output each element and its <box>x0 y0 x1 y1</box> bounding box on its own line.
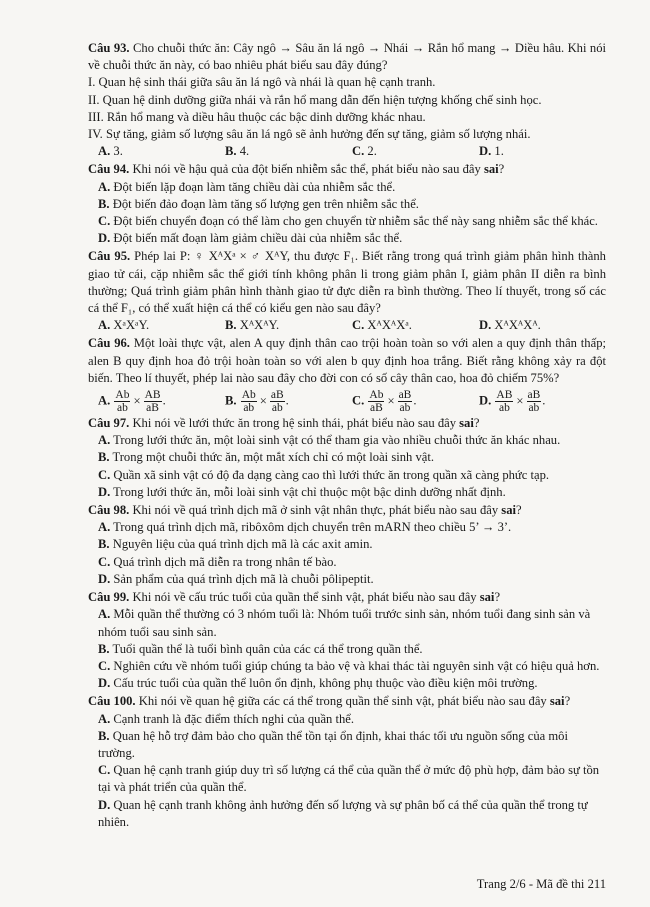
question-text: Khi nói về quan hệ giữa các cá thể trong quần thể sinh vật, phát biểu nào sau đây <box>138 694 550 709</box>
answer-option: A. $\frac{Ab}{ab}$ × $\frac{AB}{aB}$ . <box>98 389 166 415</box>
question-stem <box>88 589 606 606</box>
answer-option: C. Quá trình dịch mã diễn ra trong nhân tế bào. <box>98 554 337 569</box>
question-stem <box>88 693 606 710</box>
answer-option: B. Nguyên liệu của quá trình dịch mã là các axit amin. <box>98 537 373 552</box>
answer-option: B. Trong một chuỗi thức ăn, một mắt xích chỉ có một loài sinh vật. <box>98 450 434 465</box>
genotype-fraction: $\frac{AB}{aB}$ <box>144 389 161 415</box>
question-100 <box>88 693 606 831</box>
question-stem <box>88 40 606 74</box>
answer-option: D. $\frac{AB}{ab}$ × $\frac{aB}{ab}$ . <box>479 389 546 415</box>
answer-option: D. Cấu trúc tuổi của quần thể luôn ổn định, không phụ thuộc vào điều kiện môi trường. <box>98 676 538 691</box>
answer-row <box>98 389 606 414</box>
question-95 <box>88 248 606 334</box>
question-94 <box>88 161 606 247</box>
answer-option: C. Quần xã sinh vật có độ đa dạng càng cao thì lưới thức ăn trong quần xã càng phức tạp. <box>98 467 550 482</box>
answer-option: C. Nghiên cứu về nhóm tuổi giúp chúng ta bảo vệ và khai thác tài nguyên sinh vật có hiệu quả hơn. <box>98 658 600 673</box>
genotype-fraction: $\frac{Ab}{ab}$ <box>241 389 256 415</box>
question-text-end: ? <box>494 590 501 605</box>
question-98 <box>88 502 606 588</box>
question-text: Phép lai P: ♀ XᴬXᵃ × ♂ XᴬY, thu được F₁. Biết rằng trong quá trình giảm phân hình thành giao tử cái, cặp nhiễm sắc thể giới tính không phân li trong giảm phân I, giảm phân II diễn ra bình thường; Quá trình giảm phân hình thành giao tử đực diễn ra bình thường. Theo lí thuyết, trong số các cá thể F₁, có thể xuất hiện cá thể có kiểu gen nào sau đây? <box>88 249 606 316</box>
answer-option: B. XᴬXᴬY. <box>225 318 280 333</box>
answer-option: A. Đột biến lặp đoạn làm tăng chiều dài của nhiễm sắc thể. <box>98 179 396 194</box>
question-text: Khi nói về cấu trúc tuổi của quần thể sinh vật, phát biểu nào sau đây <box>132 590 480 605</box>
genotype-fraction: $\frac{Ab}{ab}$ <box>115 389 130 415</box>
question-text: Cho chuỗi thức ăn: Cây ngô → Sâu ăn lá ngô → Nhái → Rắn hổ mang → Diều hâu. Khi nói về chuỗi thức ăn này, có bao nhiêu phát biểu sau đây đúng? <box>88 41 606 73</box>
question-number: Câu 93. <box>88 41 130 55</box>
question-97 <box>88 415 606 501</box>
answer-row <box>98 143 606 160</box>
answer-option: A. Mỗi quần thể thường có 3 nhóm tuổi là: Nhóm tuổi trước sinh sản, nhóm tuổi đang sinh sản và nhóm tuổi sau sinh sản. <box>98 607 591 639</box>
question-text-end: ? <box>473 416 480 431</box>
emphasis: sai <box>479 590 495 605</box>
question-number: Câu 99. <box>88 590 130 605</box>
answer-option: A. Trong lưới thức ăn, một loài sinh vật có thể tham gia vào nhiều chuỗi thức ăn khác nhau. <box>98 433 561 448</box>
emphasis: sai <box>459 416 474 431</box>
statement: II. Quan hệ dinh dưỡng giữa nhái và rắn hổ mang dẫn đến hiện tượng khống chế sinh học. <box>88 92 542 107</box>
question-text-end: ? <box>498 162 505 177</box>
answer-option: B. 4. <box>225 144 250 159</box>
emphasis: sai <box>549 694 565 709</box>
answer-option: B. Quan hệ hỗ trợ đảm bảo cho quần thể tồn tại ổn định, khai thác tối ưu nguồn sống của môi trường. <box>98 728 568 760</box>
answer-option: B. $\frac{Ab}{ab}$ × $\frac{aB}{ab}$ . <box>225 389 289 415</box>
question-99 <box>88 589 606 692</box>
question-text: Một loài thực vật, alen A quy định thân cao trội hoàn toàn so với alen a quy định thân thấp; alen B quy định hoa đỏ trội hoàn toàn so với alen b quy định hoa trắng. Biết rằng không xảy ra đột biến. Theo lí thuyết, phép lai nào sau đây cho đời con có số cây thân cao, hoa đỏ chiếm 75%? <box>88 336 606 385</box>
answer-option: A. 3. <box>98 144 123 159</box>
answer-row <box>98 317 606 334</box>
answer-option: D. Đột biến mất đoạn làm giảm chiều dài của nhiễm sắc thể. <box>98 231 403 246</box>
answer-option: B. Đột biến đảo đoạn làm tăng số lượng gen trên nhiễm sắc thể. <box>98 196 419 211</box>
question-text-end: ? <box>516 503 522 518</box>
answer-option: A. Trong quá trình dịch mã, ribôxôm dịch chuyển trên mARN theo chiều 5’ → 3’. <box>98 520 512 535</box>
genotype-fraction: $\frac{AB}{ab}$ <box>496 389 513 415</box>
answer-option: C. Quan hệ cạnh tranh giúp duy trì số lượng cá thể của quần thể ở mức độ phù hợp, đảm bảo sự tồn tại và phát triển của quần thể. <box>98 763 600 795</box>
question-stem <box>88 335 606 387</box>
answer-option: B. Tuổi quần thể là tuổi bình quân của các cá thể trong quần thể. <box>98 641 423 656</box>
genotype-fraction: $\frac{aB}{ab}$ <box>270 389 284 415</box>
emphasis: sai <box>483 162 499 177</box>
question-number: Câu 98. <box>88 503 130 518</box>
answer-option: C. $\frac{Ab}{aB}$ × $\frac{aB}{ab}$ . <box>352 389 417 415</box>
statement: III. Rắn hổ mang và diều hâu thuộc các bậc dinh dưỡng khác nhau. <box>88 109 426 124</box>
question-stem <box>88 415 606 432</box>
genotype-fraction: $\frac{aB}{ab}$ <box>398 389 412 415</box>
answer-option: D. Sản phẩm của quá trình dịch mã là chuỗi pôlipeptit. <box>98 571 374 586</box>
question-text-end: ? <box>564 694 571 709</box>
question-stem <box>88 161 606 178</box>
question-93 <box>88 40 606 160</box>
answer-option: D. Trong lưới thức ăn, mỗi loài sinh vật chỉ thuộc một bậc dinh dưỡng nhất định. <box>98 484 506 499</box>
question-number: Câu 97. <box>88 416 130 431</box>
answer-option: A. Cạnh tranh là đặc điểm thích nghi của quần thể. <box>98 711 355 726</box>
question-number: Câu 94. <box>88 162 130 177</box>
page-footer: Trang 2/6 - Mã đề thi 211 <box>476 877 606 891</box>
question-96 <box>88 335 606 414</box>
question-number: Câu 96. <box>88 336 130 351</box>
statement: IV. Sự tăng, giảm số lượng sâu ăn lá ngô sẽ ảnh hưởng đến sự tăng, giảm số lượng nhái. <box>88 127 531 142</box>
question-stem <box>88 248 606 317</box>
genotype-fraction: $\frac{aB}{ab}$ <box>527 389 541 415</box>
question-number: Câu 100. <box>88 694 136 709</box>
answer-option: C. 2. <box>352 144 377 159</box>
genotype-fraction: $\frac{Ab}{aB}$ <box>369 389 384 415</box>
question-number: Câu 95. <box>88 249 131 264</box>
answer-option: A. XᵃXᵃY. <box>98 318 150 333</box>
question-text: Khi nói về quá trình dịch mã ở sinh vật nhân thực, phát biểu nào sau đây <box>132 503 502 518</box>
statement: I. Quan hệ sinh thái giữa sâu ăn lá ngô và nhái là quan hệ cạnh tranh. <box>88 75 436 90</box>
answer-option: D. Quan hệ cạnh tranh không ảnh hưởng đến số lượng và sự phân bố cá thể của quần thể trong tự nhiên. <box>98 797 588 829</box>
answer-option: C. XᴬXᴬXᵃ. <box>352 318 412 333</box>
answer-option: D. 1. <box>479 144 504 159</box>
question-text: Khi nói về hậu quả của đột biến nhiễm sắc thể, phát biểu nào sau đây <box>132 162 484 177</box>
answer-option: C. Đột biến chuyển đoạn có thể làm cho gen chuyển từ nhiễm sắc thể này sang nhiễm sắc thể khác. <box>98 214 598 229</box>
question-stem <box>88 502 606 519</box>
question-text: Khi nói về lưới thức ăn trong hệ sinh thái, phát biểu nào sau đây <box>132 416 460 431</box>
answer-option: D. XᴬXᴬXᴬ. <box>479 318 541 333</box>
emphasis: sai <box>501 503 516 518</box>
